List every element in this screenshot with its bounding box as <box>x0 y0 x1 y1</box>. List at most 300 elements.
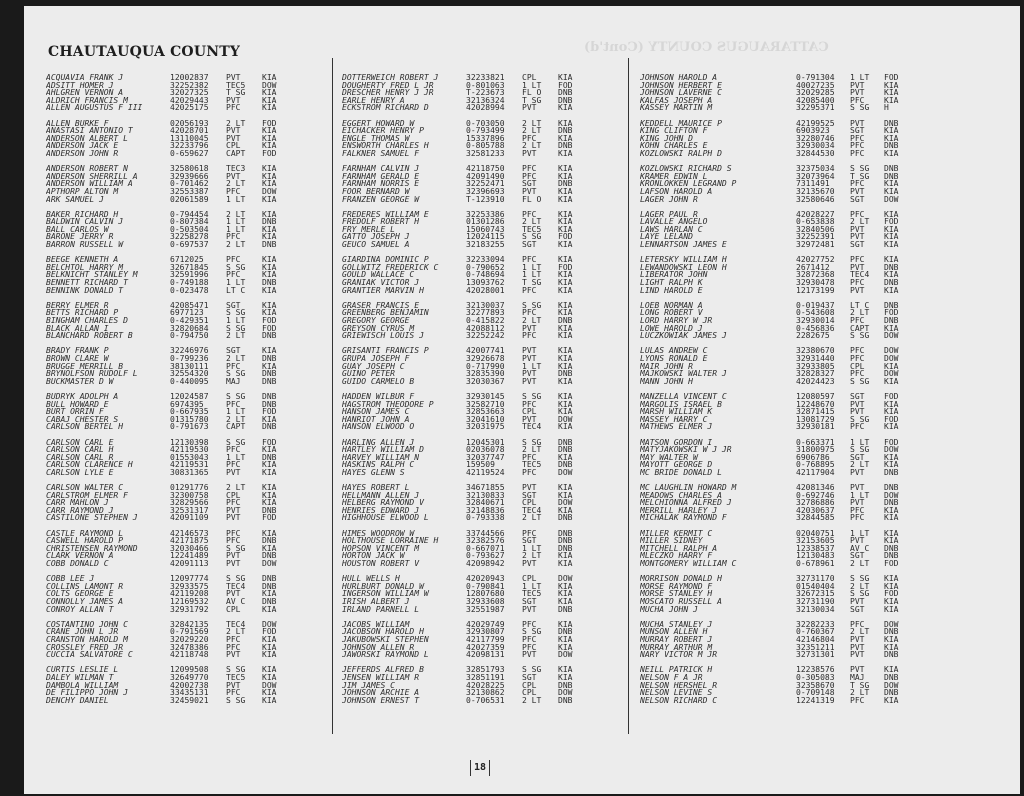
entry-serial: 0-807384 <box>170 217 209 227</box>
entry-status: DNB <box>262 422 277 432</box>
entry-serial: 32554320 <box>170 369 209 379</box>
entry-rank: CPL <box>226 490 241 500</box>
roster-entry <box>46 196 296 204</box>
entry-name: GEUCO SAMUEL A <box>342 241 410 249</box>
entry-rank: AV C <box>226 596 246 606</box>
entry-name: LONG ROBERT V <box>640 309 703 317</box>
entry-status: FOD <box>884 437 899 447</box>
entry-serial: 32844530 <box>796 148 835 158</box>
entry-status: KIA <box>558 391 573 401</box>
entry-rank: CPL <box>522 680 537 690</box>
entry-rank: TEC5 <box>226 672 246 682</box>
entry-serial: 31800975 <box>796 445 835 455</box>
entry-name: KRAMER EDWIN L <box>640 172 708 181</box>
entry-serial: 32939666 <box>170 171 209 181</box>
entry-name: JOHNSON LAVERNE C <box>640 89 722 97</box>
entry-name: BUCKMASTER D W <box>46 377 114 386</box>
entry-serial: 6977123 <box>170 308 204 318</box>
roster-entry <box>640 621 918 629</box>
roster-entry <box>640 104 918 112</box>
entry-rank: PVT <box>226 559 241 568</box>
entry-rank: TEC5 <box>522 460 542 470</box>
entry-serial: 32233796 <box>170 141 209 151</box>
roster-entry <box>640 408 918 416</box>
column-divider <box>628 58 629 734</box>
entry-name: ALLEN AUGUSTUS F III <box>46 104 143 112</box>
entry-name: HADDEN WILBUR F <box>342 392 415 401</box>
entry-status: KIA <box>262 194 277 204</box>
entry-rank: CPL <box>850 361 865 371</box>
entry-name: JOHNSON ERNEST T <box>342 696 420 705</box>
entry-status: KIA <box>884 452 899 462</box>
roster-entry <box>46 378 296 386</box>
entry-rank: PVT <box>226 513 241 523</box>
entry-rank: SGT <box>850 551 865 561</box>
entry-serial: 32871415 <box>796 407 835 417</box>
entry-name: ADSITT HOMER J <box>46 81 114 90</box>
entry-serial: 0-440095 <box>170 376 209 386</box>
entry-name: MAY WALTER W <box>640 453 698 462</box>
entry-serial: 13110045 <box>170 133 209 143</box>
entry-rank: PVT <box>226 171 241 181</box>
roster-entry <box>640 378 918 386</box>
entry-serial: 0-709148 <box>796 688 835 698</box>
entry-rank: SGT <box>850 194 865 204</box>
entry-status: KIA <box>884 634 899 644</box>
entry-status: DNB <box>884 262 899 272</box>
entry-name: GREYSON CYRUS M <box>342 324 415 333</box>
roster-entry <box>46 697 296 705</box>
entry-name: KOZLOWSKI RALPH D <box>640 149 722 158</box>
entry-status: KIA <box>262 650 277 660</box>
entry-rank: PFC <box>226 498 241 508</box>
entry-rank: PFC <box>850 141 865 151</box>
roster-entry <box>640 560 918 568</box>
entry-name: BRUGGE MERRILL B <box>46 362 124 371</box>
entry-rank: PFC <box>226 270 241 280</box>
entry-serial: 12024115 <box>466 232 505 242</box>
entry-status: KIA <box>558 118 573 128</box>
document-page <box>24 6 1020 794</box>
entry-serial: 0-749188 <box>170 278 209 288</box>
entry-rank: PFC <box>522 164 537 174</box>
entry-rank: PVT <box>850 224 865 234</box>
entry-rank: T SG <box>850 680 870 690</box>
entry-rank: 2 LT <box>522 126 542 136</box>
entry-name: MORRISON DONALD H <box>640 575 722 583</box>
entry-serial: 42024423 <box>796 376 835 386</box>
entry-rank: PFC <box>226 103 241 113</box>
roster-entry <box>46 104 296 112</box>
entry-serial: 32459021 <box>170 695 209 705</box>
entry-status: KIA <box>558 331 573 341</box>
entry-status: FOD <box>884 559 899 568</box>
entry-rank: 1 LT <box>850 73 870 82</box>
entry-rank: PVT <box>226 126 241 136</box>
entry-status: KIA <box>558 285 573 295</box>
entry-serial: 12169532 <box>170 596 209 606</box>
roster-entry <box>342 697 592 705</box>
roster-group <box>46 439 296 477</box>
entry-status: DNB <box>884 164 899 174</box>
roster-entry <box>640 325 918 333</box>
entry-name: BETTS RICHARD P <box>46 309 119 317</box>
entry-status: FOD <box>884 391 899 401</box>
entry-status: KIA <box>884 209 899 219</box>
entry-serial: 32148836 <box>466 505 505 515</box>
entry-status: DNB <box>884 551 899 561</box>
entry-name: MERRILL HARLEY J <box>640 506 718 515</box>
entry-status: KIA <box>558 490 573 500</box>
roster-group <box>46 621 296 659</box>
entry-serial: 12002837 <box>170 73 209 82</box>
entry-rank: PFC <box>522 331 537 341</box>
entry-serial: 32829566 <box>170 498 209 508</box>
roster-entry <box>640 552 918 560</box>
entry-name: GRASER FRANCIS E <box>342 301 420 310</box>
roster-group <box>46 256 296 294</box>
entry-serial: 15337896 <box>466 133 505 143</box>
entry-rank: 1 LT <box>226 224 246 234</box>
entry-rank: 1 LT <box>226 278 246 288</box>
roster-column-2 <box>342 74 592 712</box>
entry-name: NELSON HERSHEL R <box>640 681 718 690</box>
entry-rank: SGT <box>226 300 241 310</box>
entry-status: KIA <box>558 103 573 113</box>
entry-status: DNB <box>884 650 899 660</box>
entry-serial: 42028227 <box>796 209 835 219</box>
entry-status: KIA <box>558 186 573 196</box>
entry-serial: 0-659627 <box>170 148 209 158</box>
entry-serial: 42007741 <box>466 346 505 356</box>
entry-name: CARLSTROM ELMER F <box>46 491 128 500</box>
entry-rank: PVT <box>522 376 537 386</box>
roster-group <box>342 211 592 249</box>
entry-status: KIA <box>558 361 573 371</box>
entry-status: KIA <box>558 171 573 181</box>
entry-rank: T SG <box>522 95 542 105</box>
entry-status: DOW <box>558 467 573 477</box>
roster-group <box>342 621 592 659</box>
entry-status: KIA <box>884 240 899 250</box>
entry-serial: 0-791304 <box>796 73 835 82</box>
entry-rank: PFC <box>850 505 865 515</box>
entry-serial: 0-305083 <box>796 672 835 682</box>
entry-rank: PVT <box>226 73 241 82</box>
entry-status: KIA <box>884 80 899 90</box>
entry-serial: 32351211 <box>796 642 835 652</box>
entry-status: DNB <box>262 278 277 288</box>
entry-status: KIA <box>558 665 573 675</box>
roster-entry <box>342 514 592 522</box>
entry-rank: 1 LT <box>522 262 542 272</box>
entry-serial: 0-748694 <box>466 270 505 280</box>
roster-group <box>342 302 592 340</box>
entry-serial: 32280746 <box>796 133 835 143</box>
entry-status: KIA <box>884 422 899 432</box>
entry-rank: T SG <box>522 278 542 288</box>
column-divider <box>332 58 333 734</box>
entry-status: KIA <box>262 88 277 98</box>
roster-entry <box>640 514 918 522</box>
entry-name: GUAY JOSEPH C <box>342 362 405 371</box>
entry-rank: PVT <box>522 604 537 614</box>
entry-status: DOW <box>558 414 573 424</box>
entry-rank: LT C <box>226 285 246 295</box>
entry-status: DNB <box>262 551 277 561</box>
entry-name: GUINO PETER <box>342 370 395 378</box>
entry-serial: 32130833 <box>466 490 505 500</box>
entry-serial: 42199525 <box>796 118 835 128</box>
entry-serial: 30831365 <box>170 467 209 477</box>
roster-entry <box>640 317 918 325</box>
entry-status: KIA <box>558 300 573 310</box>
entry-status: DNB <box>558 604 573 614</box>
entry-name: ANASTASI ANTONIO T <box>46 127 133 135</box>
entry-name: JOHNSON ARCHIE A <box>342 689 420 697</box>
entry-name: JENSEN WILLIAM R <box>342 673 420 682</box>
entry-rank: SGT <box>522 490 537 500</box>
entry-name: MOSCATO RUSSELL A <box>640 597 722 606</box>
entry-status: KIA <box>558 240 573 250</box>
entry-serial: 32933575 <box>170 581 209 591</box>
entry-rank: PFC <box>850 369 865 379</box>
entry-status: KIA <box>262 141 277 151</box>
entry-name: ALLEN BURKE F <box>46 119 109 128</box>
entry-serial: 32030367 <box>466 376 505 386</box>
entry-rank: PFC <box>226 634 241 644</box>
entry-status: KIA <box>884 232 899 242</box>
roster-entry <box>640 530 918 538</box>
entry-rank: TEC4 <box>522 505 542 515</box>
entry-serial: 32277893 <box>466 308 505 318</box>
entry-serial: 42118750 <box>466 164 505 174</box>
entry-name: GRIEWISCH LOUIS J <box>342 332 424 340</box>
entry-name: LEWANDOWSKI LEON H <box>640 263 727 272</box>
entry-serial: 32930478 <box>796 278 835 288</box>
entry-serial: 13081729 <box>796 414 835 424</box>
entry-rank: CAPT <box>226 148 246 158</box>
entry-name: ANDERSON ALBERT L <box>46 134 128 143</box>
roster-entry <box>640 636 918 644</box>
entry-name: LIND HAROLD E <box>640 286 703 295</box>
entry-rank: PVT <box>850 118 865 128</box>
entry-name: JAWORSKI RAYMOND L <box>342 651 429 659</box>
entry-rank: PVT <box>850 483 865 493</box>
entry-rank: PVT <box>850 650 865 660</box>
roster-group <box>640 393 918 431</box>
entry-name: CUCCIA SALVATORE C <box>46 651 133 659</box>
entry-status: DNB <box>884 278 899 288</box>
roster-entry <box>46 241 296 249</box>
roster-entry <box>640 211 918 219</box>
entry-serial: 32930181 <box>796 422 835 432</box>
entry-status: KIA <box>884 255 899 265</box>
roster-entry <box>342 560 592 568</box>
entry-rank: PVT <box>522 353 537 363</box>
entry-status: KIA <box>558 642 573 652</box>
entry-rank: PFC <box>850 422 865 432</box>
entry-name: NELSON LEVINE S <box>640 689 713 697</box>
roster-group <box>640 575 918 613</box>
entry-rank: 2 LT <box>226 483 246 493</box>
entry-rank: S SG <box>522 437 542 447</box>
entry-name: KING CLIFTON F <box>640 127 708 135</box>
entry-status: FOD <box>884 308 899 318</box>
entry-serial: 02040751 <box>796 528 835 538</box>
entry-status: KIA <box>884 224 899 234</box>
entry-status: DOW <box>262 80 277 90</box>
entry-status: KIA <box>262 490 277 500</box>
entry-rank: SGT <box>226 346 241 356</box>
entry-serial: 0-429351 <box>170 316 209 325</box>
entry-rank: PFC <box>522 255 537 265</box>
entry-serial: 0-543608 <box>796 308 835 318</box>
entry-name: BENNETT RICHARD T <box>46 279 128 287</box>
entry-serial: 6712025 <box>170 255 204 265</box>
entry-serial: 0-692746 <box>796 490 835 500</box>
entry-name: MATSON GORDON I <box>640 438 713 447</box>
entry-serial: 42027359 <box>466 642 505 652</box>
entry-name: MONTGOMERY WILLIAM C <box>640 560 737 568</box>
entry-rank: PFC <box>850 179 865 189</box>
entry-rank: PFC <box>522 619 537 629</box>
roster-entry <box>640 674 918 682</box>
entry-serial: 01553043 <box>170 452 209 462</box>
entry-status: KIA <box>262 346 277 356</box>
entry-name: BALL CARLOS W <box>46 225 109 234</box>
entry-serial: 42119531 <box>170 460 209 470</box>
entry-serial: 32933608 <box>466 596 505 606</box>
roster-entry <box>640 135 918 143</box>
entry-serial: 13093762 <box>466 278 505 288</box>
entry-serial: 32358670 <box>796 680 835 690</box>
roster-group <box>342 256 592 294</box>
entry-status: KIA <box>558 278 573 288</box>
entry-serial: 42119530 <box>170 445 209 455</box>
entry-serial: 02061589 <box>170 194 209 204</box>
entry-serial: 32029285 <box>796 88 835 98</box>
entry-rank: PFC <box>226 399 241 409</box>
entry-name: MARGOLIS ISRAEL B <box>640 400 722 409</box>
entry-rank: CPL <box>522 688 537 698</box>
entry-status: DOW <box>558 688 573 698</box>
entry-rank: CPL <box>522 498 537 508</box>
entry-name: DENCHY DANIEL <box>46 696 109 705</box>
entry-name: ANDERSON JOHN R <box>46 149 119 158</box>
entry-serial: 12097774 <box>170 574 209 584</box>
entry-serial: 0-790652 <box>466 262 505 272</box>
entry-rank: S SG <box>226 543 246 553</box>
roster-entry <box>46 150 296 158</box>
entry-rank: PFC <box>522 285 537 295</box>
entry-serial: 42171875 <box>170 536 209 546</box>
entry-name: BEEGE KENNETH A <box>46 256 119 264</box>
entry-name: LOWE HAROLD J <box>640 324 703 333</box>
roster-entry <box>640 446 918 454</box>
entry-status: KIA <box>262 232 277 242</box>
roster-entry <box>640 575 918 583</box>
entry-name: CASWELL HAROLD P <box>46 537 124 545</box>
entry-status: DNB <box>558 536 573 546</box>
entry-name: KASSEY MARTIN M <box>640 104 713 112</box>
entry-rank: PVT <box>522 650 537 660</box>
entry-name: HANSON JAMES C <box>342 408 410 416</box>
entry-status: KIA <box>262 589 277 599</box>
entry-rank: PVT <box>522 103 537 113</box>
entry-name: LYONS RONALD E <box>640 354 708 363</box>
entry-serial: 32300758 <box>170 490 209 500</box>
entry-serial: 42118748 <box>170 650 209 660</box>
entry-serial: 32731301 <box>796 650 835 660</box>
roster-entry <box>640 332 918 340</box>
entry-status: DNB <box>558 141 573 151</box>
entry-name: CARR RAYMOND J <box>46 506 114 515</box>
entry-status: KIA <box>558 224 573 234</box>
entry-serial: 32835390 <box>466 369 505 379</box>
entry-rank: PFC <box>226 460 241 470</box>
entry-serial: 159509 <box>466 460 495 470</box>
entry-status: DNB <box>262 353 277 363</box>
entry-name: COBB DONALD C <box>46 560 109 568</box>
entry-name: ARK SAMUEL J <box>46 195 104 204</box>
entry-status: KIA <box>262 361 277 371</box>
entry-name: MANZELLA VINCENT C <box>640 392 727 401</box>
entry-serial: 42146804 <box>796 634 835 644</box>
entry-rank: PFC <box>850 278 865 288</box>
entry-status: DNB <box>884 467 899 477</box>
entry-rank: 1 LT <box>226 407 246 417</box>
entry-status: DOW <box>262 559 277 568</box>
entry-rank: PVT <box>850 596 865 606</box>
entry-name: CONNOLLY JAMES A <box>46 597 124 606</box>
entry-rank: 2 LT <box>522 118 542 128</box>
entry-serial: T-123910 <box>466 194 505 204</box>
roster-entry <box>342 378 592 386</box>
entry-name: DALEY WILMAN T <box>46 673 114 682</box>
entry-serial: 12173199 <box>796 285 835 295</box>
entry-status: DNB <box>884 627 899 637</box>
entry-rank: PFC <box>226 232 241 242</box>
entry-name: COSTANTINO JOHN C <box>46 620 128 629</box>
entry-rank: PFC <box>850 209 865 219</box>
roster-entry <box>342 241 592 249</box>
entry-status: DOW <box>558 574 573 584</box>
entry-serial: 02036078 <box>466 445 505 455</box>
entry-name: LIGHT RALPH K <box>640 279 703 287</box>
entry-status: KIA <box>262 528 277 538</box>
entry-status: DNB <box>262 452 277 462</box>
entry-status: KIA <box>558 308 573 318</box>
roster-entry <box>640 469 918 477</box>
entry-serial: 0-019437 <box>796 300 835 310</box>
entry-status: KIA <box>558 73 573 82</box>
entry-name: MEADOWS CHARLES A <box>640 491 722 500</box>
roster-group <box>640 256 918 294</box>
entry-status: DNB <box>884 300 899 310</box>
entry-serial: 32233821 <box>466 73 505 82</box>
entry-name: HASKINS RALPH C <box>342 461 415 469</box>
entry-rank: SGT <box>522 240 537 250</box>
entry-rank: 1 LT <box>522 543 542 553</box>
entry-name: ECKSTROM RICHARD D <box>342 104 429 112</box>
entry-rank: MAJ <box>850 672 865 682</box>
entry-name: BELCHTOL HARRY M <box>46 263 124 272</box>
roster-entry <box>640 666 918 674</box>
entry-rank: SGT <box>850 126 865 136</box>
roster-entry <box>640 651 918 659</box>
entry-status: KIA <box>262 164 277 174</box>
